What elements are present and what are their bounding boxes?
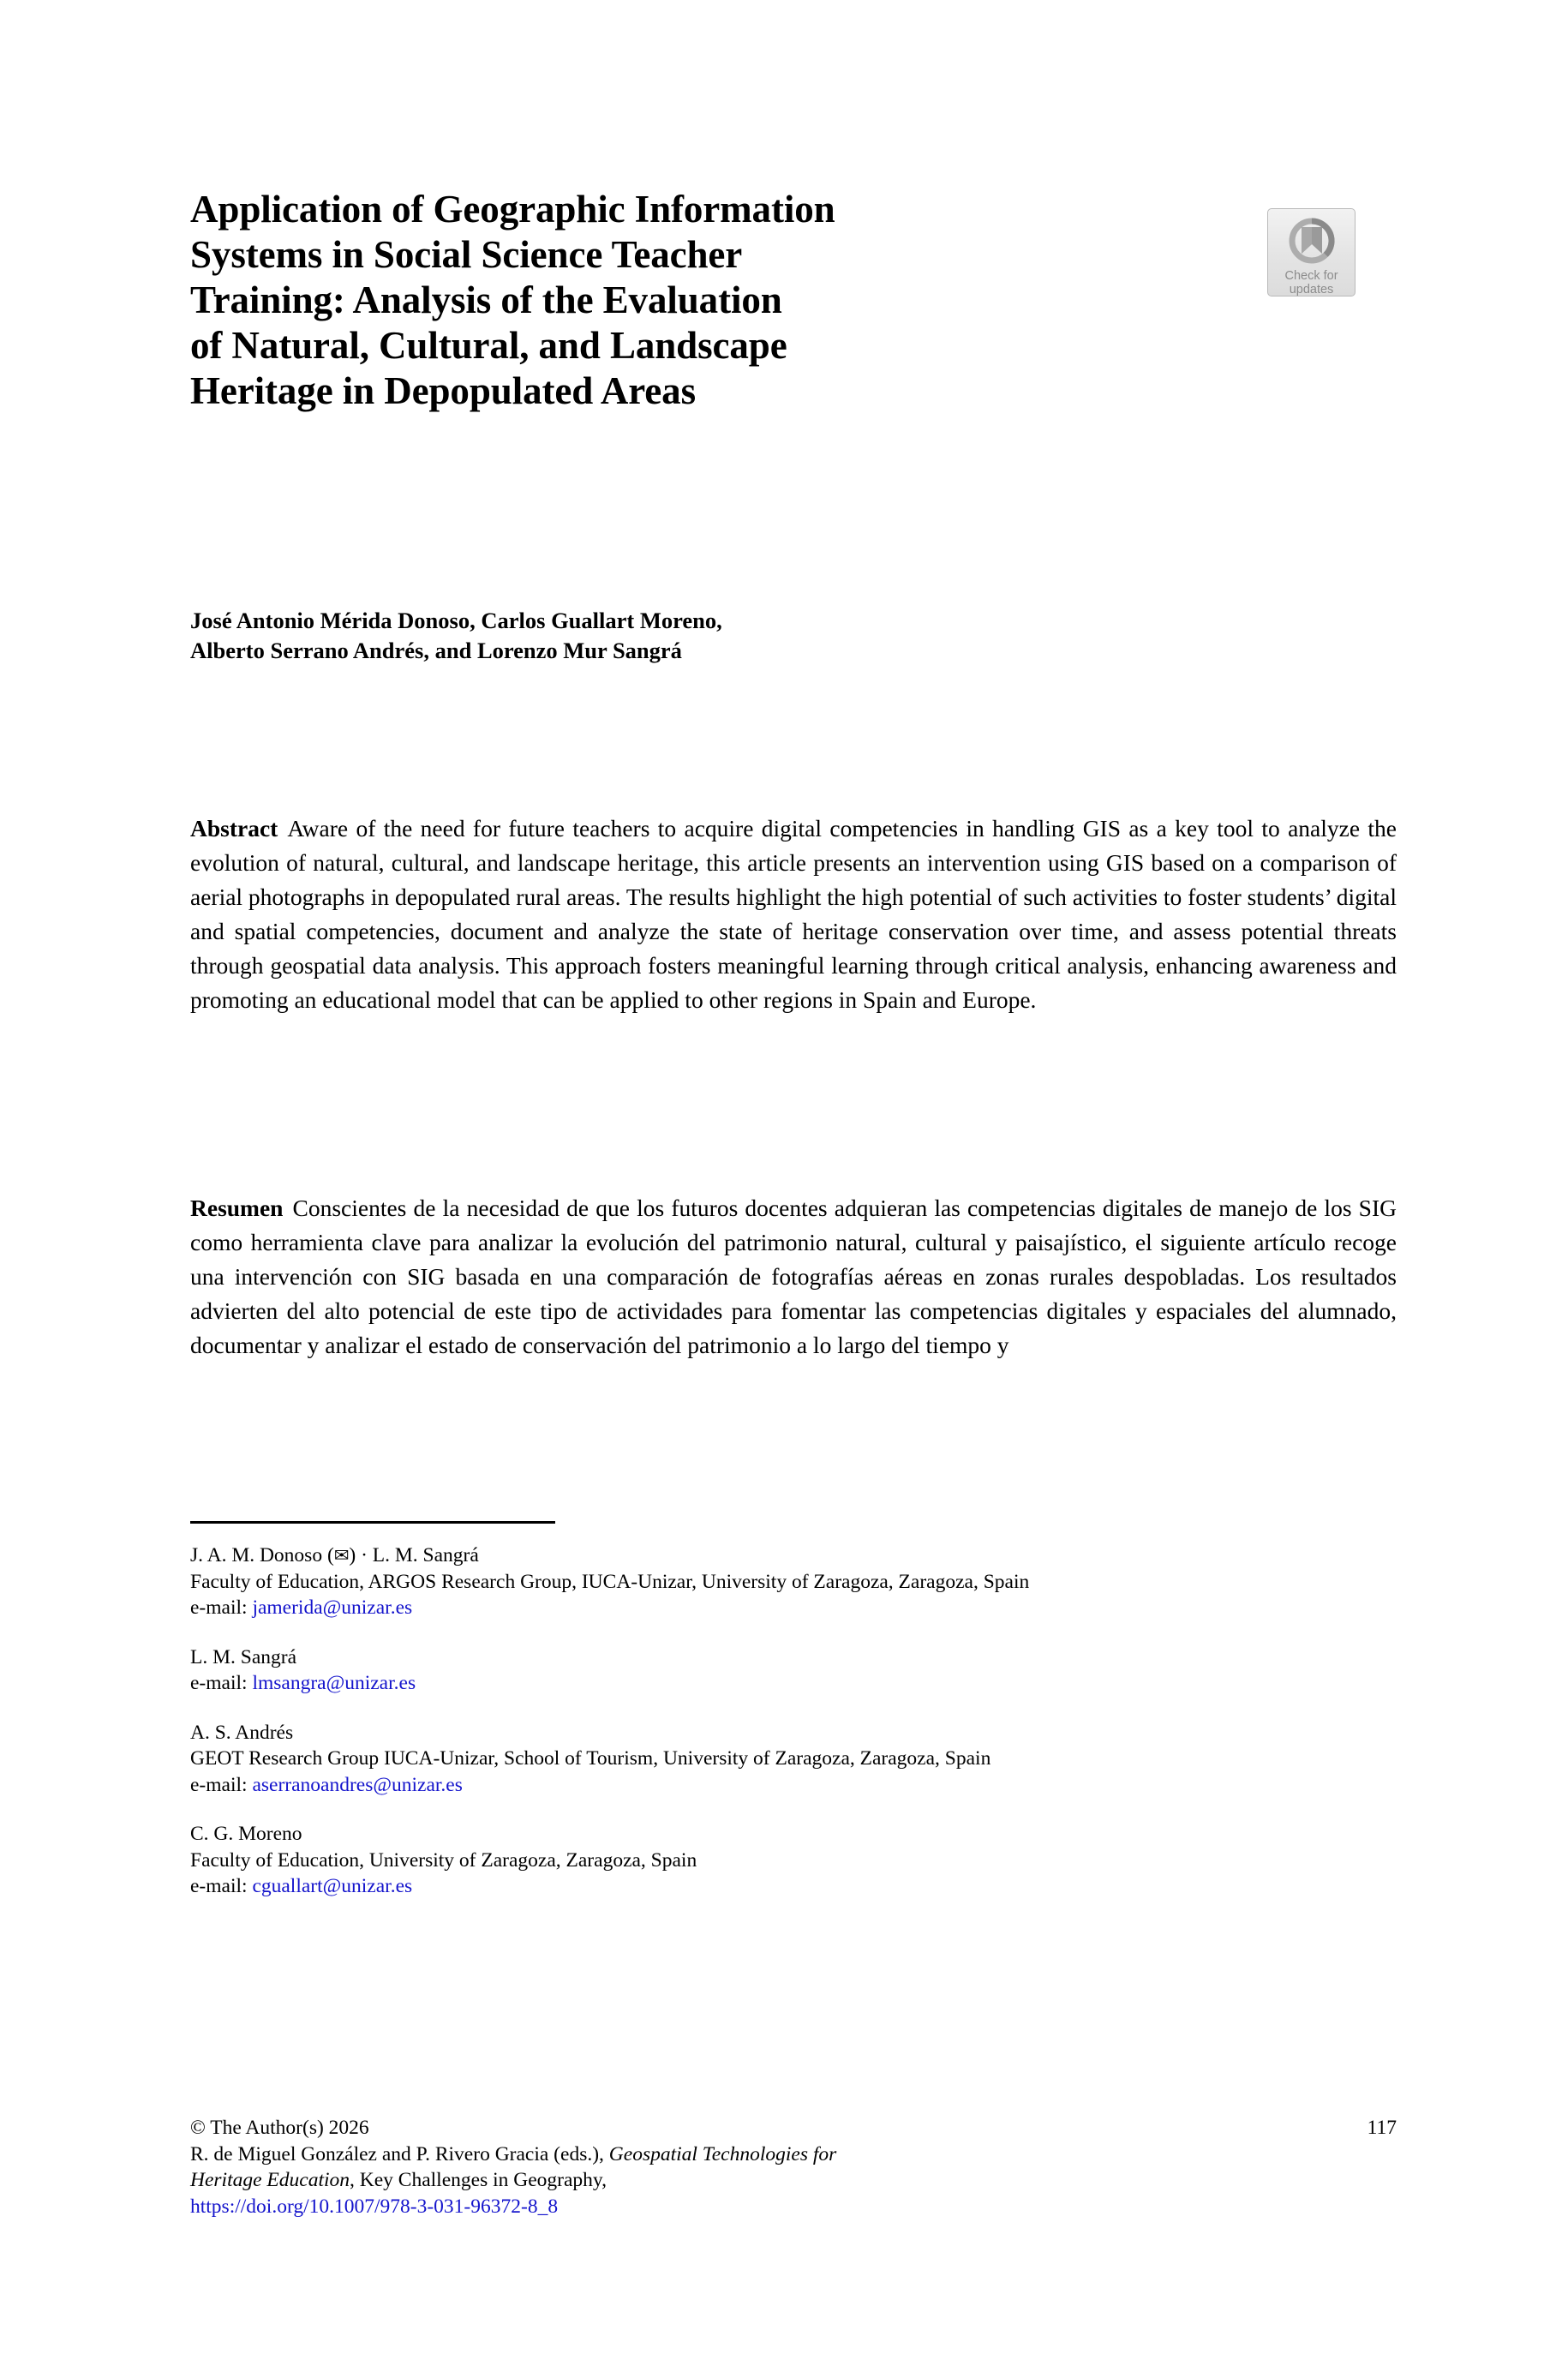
page-number: 117 [1367,2117,1397,2139]
title-line: of Natural, Cultural, and Landscape [190,324,787,368]
resumen-text: Conscientes de la necesidad de que los futuros docentes adquieran las competencias digitales de manejo de los SIG como herramienta clave para analizar la evolución del patrimonio natural, cultural y paisajístico, el siguiente artículo recoge una intervención con SIG basada en una comparación de fotografías aéreas en zonas rurales despobladas. Los resultados advierten del alto potencial de este tipo de actividades para fomentar las competencias digitales y espaciales del alumnado, documentar y analizar el estado de conservación del patrimonio a lo largo del tiempo y [190,1195,1397,1358]
affiliation-group [190,1821,1338,1900]
abstract-text: Aware of the need for future teachers to acquire digital competencies in handling GIS as a key tool to analyze the evolution of natural, cultural, and landscape heritage, this article presents an intervention using GIS based on a comparison of aerial photographs in depopulated rural areas. The results highlight the high potential of such activities to foster students’ digital and spatial competencies, document and analyze the state of heritage conservation over time, and assess potential threats through geospatial data analysis. This approach fosters meaningful learning through critical analysis, enhancing awareness and promoting an educational model that can be applied to other regions in Spain and Europe. [190,815,1397,1013]
article-title [190,187,1158,414]
affiliation-names: A. S. Andrés [190,1721,294,1744]
crossmark-label-line1: Check for [1284,269,1338,283]
book-title-part2: Heritage Education [190,2169,350,2192]
crossmark-bookmark-icon [1286,215,1338,267]
title-line: Training: Analysis of the Evaluation [190,279,782,322]
abstract-paragraph [190,812,1397,1017]
email-link[interactable]: aserranoandres@unizar.es [252,1773,463,1796]
resumen-paragraph [190,1191,1397,1363]
citation-line-2 [190,2167,1397,2194]
crossmark-label [1284,269,1338,297]
affiliation-email-row [190,1670,1338,1697]
series-title: , Key Challenges in Geography, [350,2169,607,2192]
affiliation-institution: Faculty of Education, ARGOS Research Group, IUCA-Unizar, University of Zaragoza, Zaragoza, Spain [190,1570,1030,1593]
email-link[interactable]: lmsangra@unizar.es [252,1672,416,1695]
footnote-divider [190,1521,555,1524]
affiliation-block [190,1542,1338,1923]
citation-editors: R. de Miguel González and P. Rivero Gracia (eds.), [190,2142,609,2165]
copyright-text: © The Author(s) 2026 [190,2117,369,2139]
title-line: Systems in Social Science Teacher [190,233,743,277]
affiliation-group [190,1542,1338,1621]
abstract-label: Abstract [190,815,278,842]
email-link[interactable]: cguallart@unizar.es [252,1875,413,1898]
authors-line: José Antonio Mérida Donoso, Carlos Guallart Moreno, [190,608,722,633]
affiliation-institution: Faculty of Education, University of Zaragoza, Zaragoza, Spain [190,1848,697,1872]
affiliation-group [190,1720,1338,1799]
affiliation-names: C. G. Moreno [190,1823,302,1846]
affiliation-email-row [190,1873,1338,1900]
affiliation-names [190,1542,1338,1569]
affiliation-names-prefix: J. A. M. Donoso ( [190,1544,334,1566]
resumen-label: Resumen [190,1195,284,1221]
affiliation-names: L. M. Sangrá [190,1645,297,1668]
affiliation-institution: GEOT Research Group IUCA-Unizar, School of Tourism, University of Zaragoza, Zaragoza, Spain [190,1747,991,1770]
doi-row [190,2194,1397,2220]
title-line: Application of Geographic Information [190,188,835,231]
email-label: e-mail: [190,1773,248,1796]
book-title-part1: Geospatial Technologies for [608,2142,837,2165]
crossmark-label-line2: updates [1289,283,1334,297]
page-title [190,187,1158,414]
affiliation-group [190,1644,1338,1697]
abstract-section [190,812,1397,1017]
doi-link[interactable]: https://doi.org/10.1007/978-3-031-96372-8_8 [190,2195,559,2218]
authors-line: Alberto Serrano Andrés, and Lorenzo Mur Sangrá [190,638,682,664]
email-label: e-mail: [190,1875,248,1898]
affiliation-email-row [190,1595,1338,1621]
author-list [190,606,1158,666]
citation-line-1 [190,2141,1397,2168]
crossmark-badge[interactable] [1267,208,1356,297]
email-label: e-mail: [190,1596,248,1620]
title-line: Heritage in Depopulated Areas [190,369,696,413]
email-link[interactable]: jamerida@unizar.es [252,1596,413,1620]
authors [190,606,1158,666]
email-label: e-mail: [190,1672,248,1695]
resumen-section [190,1191,1397,1363]
affiliation-names-suffix: ) · L. M. Sangrá [349,1544,479,1566]
affiliation-email-row [190,1772,1338,1799]
copyright-row [190,2115,1397,2141]
page-footer [190,2115,1397,2219]
envelope-icon: ✉ [333,1545,350,1566]
